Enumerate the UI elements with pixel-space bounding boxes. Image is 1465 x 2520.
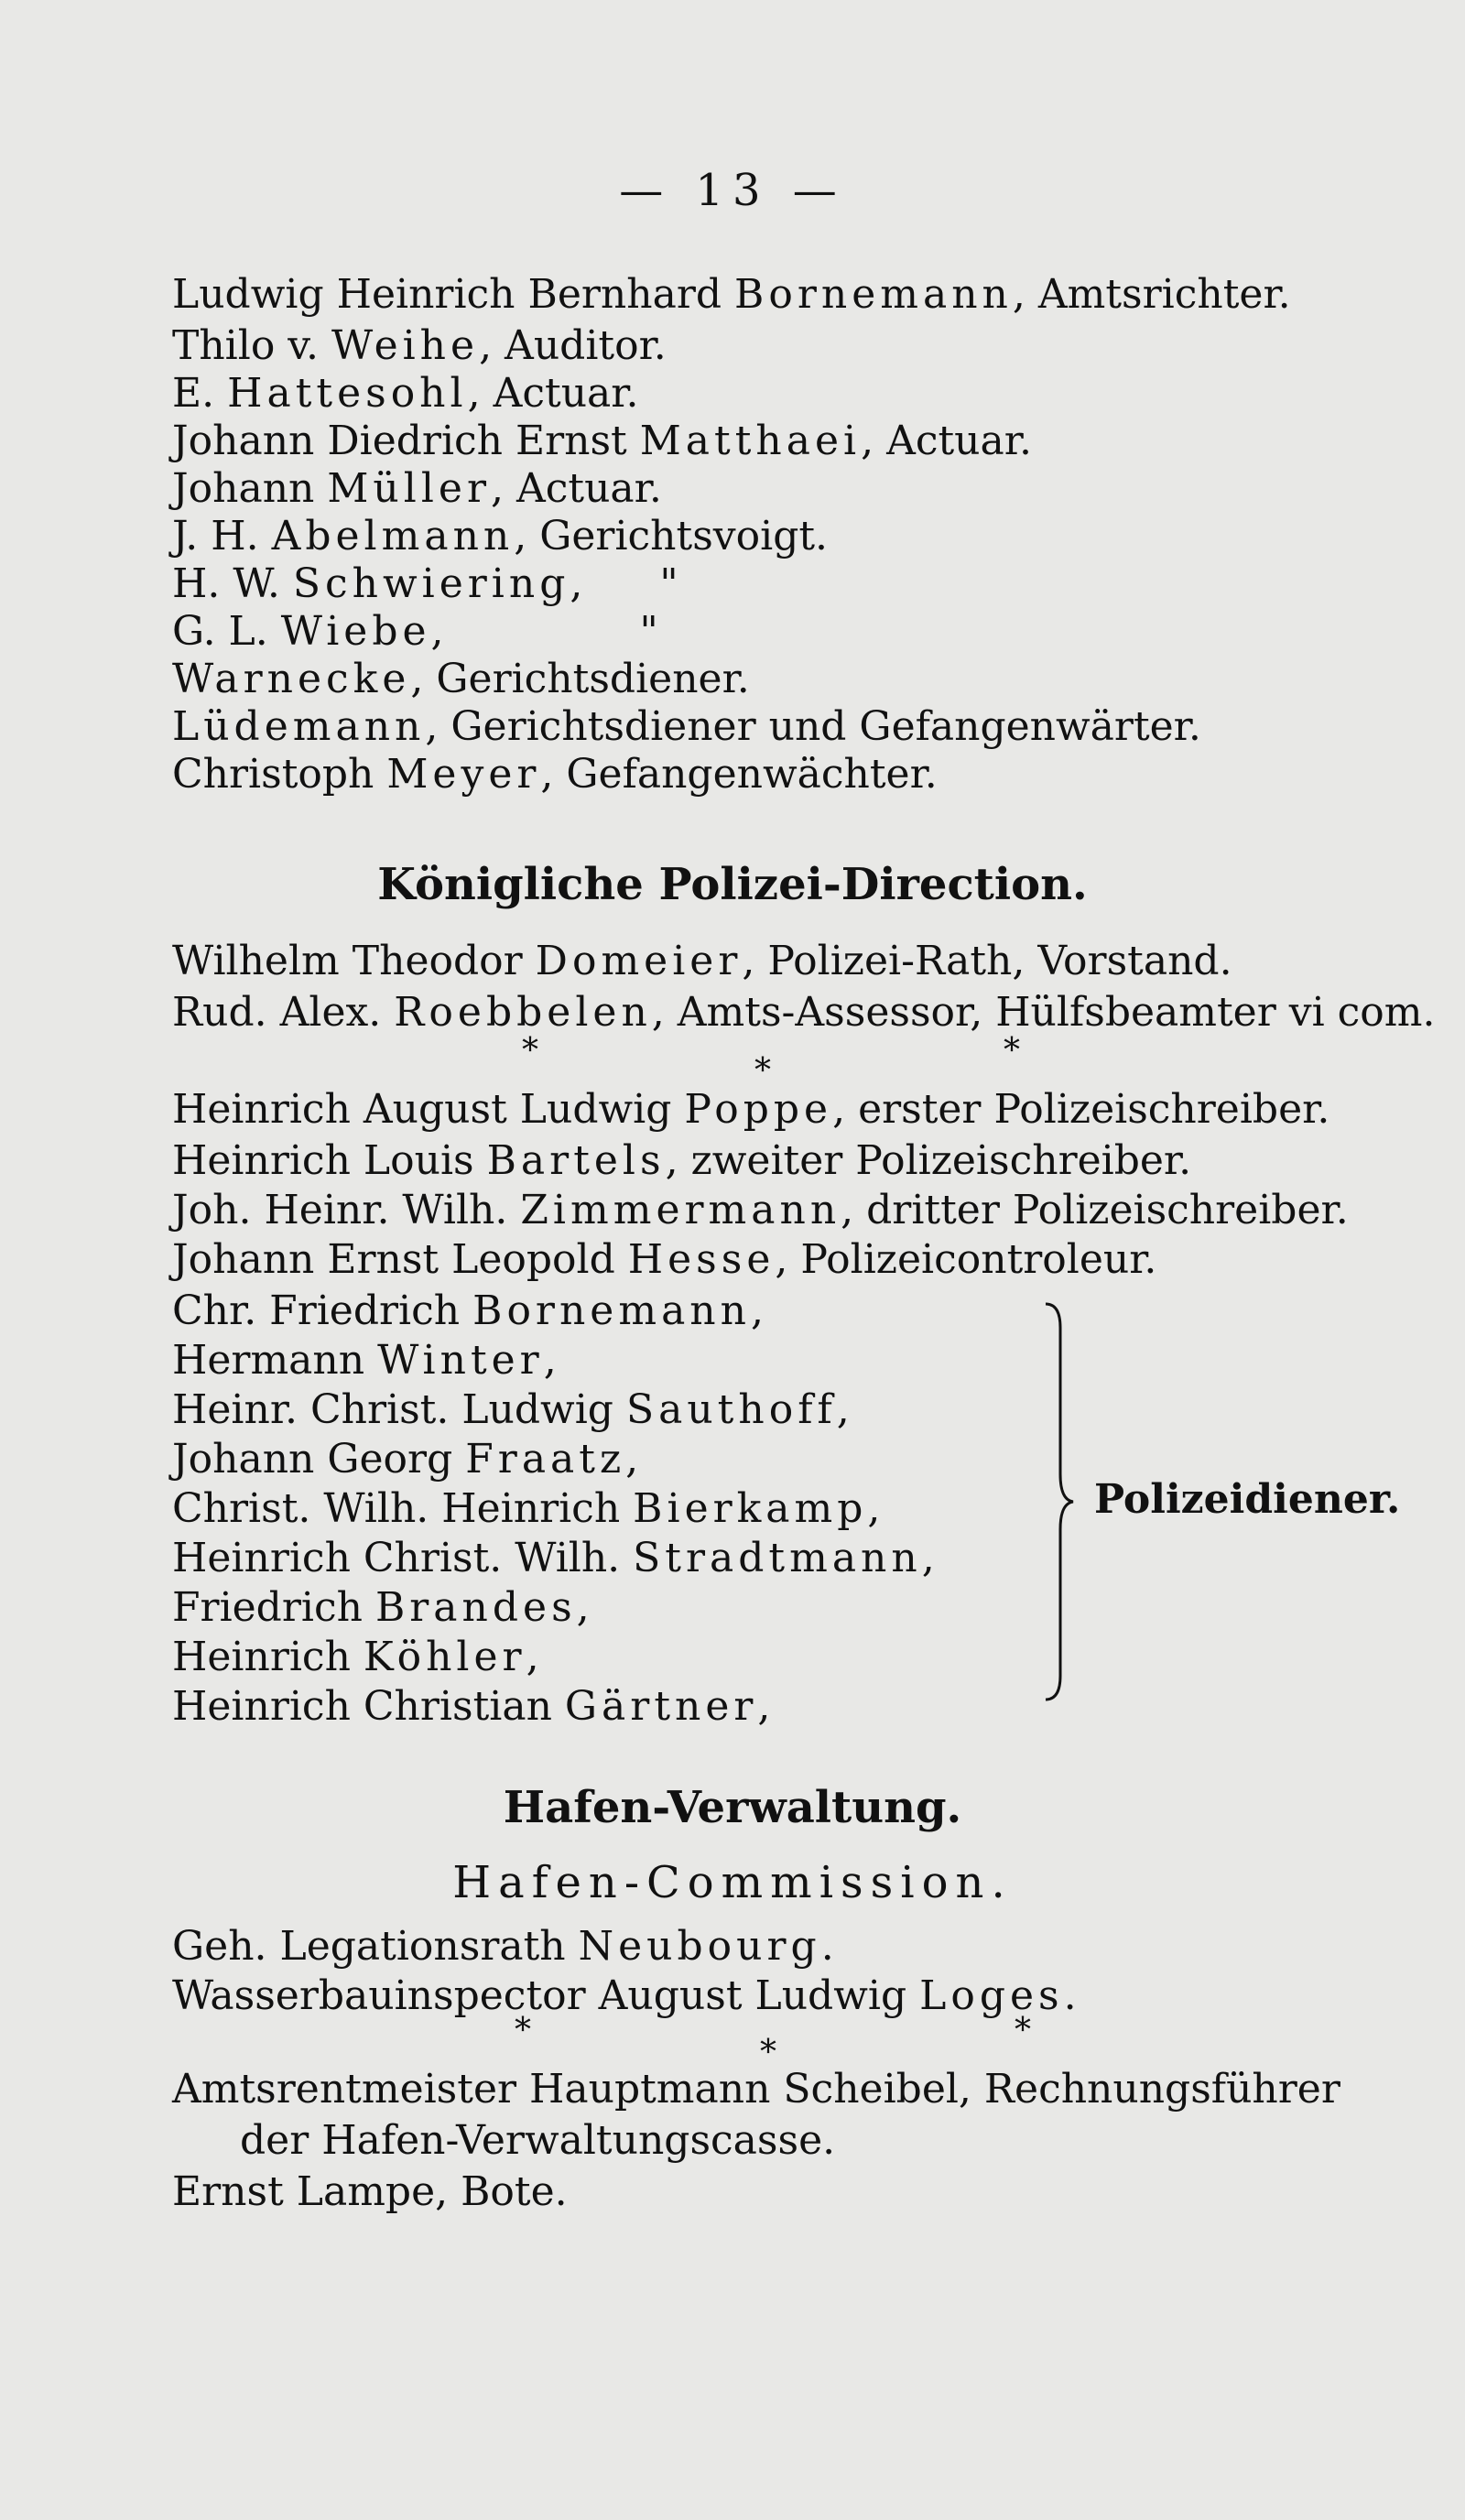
court-entry-2: Thilo v. Weihe, Auditor. — [172, 322, 667, 369]
given-name: Wasserbauinspector August Ludwig — [172, 1972, 907, 2019]
role: zweiter Polizeischreiber. — [690, 1137, 1192, 1184]
given-name: Chr. Friedrich — [172, 1287, 461, 1334]
surname: Stradtmann — [633, 1535, 922, 1581]
given-name: Heinrich August Ludwig — [172, 1086, 672, 1133]
given-name: Heinr. Christ. Ludwig — [172, 1386, 613, 1433]
role: Gerichtsdiener. — [436, 656, 750, 702]
asterisk: * — [1015, 2012, 1031, 2049]
role: Actuar. — [515, 465, 662, 512]
police-servants-label: Polizeidiener. — [1094, 1476, 1401, 1523]
surname: Winter — [377, 1337, 544, 1384]
police-servant-2: Hermann Winter, — [172, 1337, 557, 1384]
given-name: Rud. Alex. — [172, 989, 382, 1036]
court-entry-7: H. W. Schwiering, " — [172, 559, 678, 610]
section-heading-police: Königliche Polizei-Direction. — [377, 859, 1088, 910]
curly-brace — [1042, 1300, 1079, 1703]
surname: Roebbelen — [394, 989, 652, 1036]
surname: Brandes — [374, 1584, 577, 1631]
role: Polizeicontroleur. — [800, 1236, 1157, 1283]
surname: Warnecke — [172, 656, 411, 702]
given-name: Johann — [172, 465, 315, 512]
given-name: Johann Georg — [172, 1436, 453, 1483]
given-name: Heinrich Christian — [172, 1683, 552, 1730]
court-entry-11: Christoph Meyer, Gefangenwächter. — [172, 751, 938, 798]
given-name: Hermann — [172, 1337, 365, 1384]
given-name: G. L. — [172, 608, 268, 655]
role: Gerichtsdiener und Gefangenwärter. — [450, 703, 1201, 750]
court-entry-5: Johann Müller, Actuar. — [172, 465, 662, 512]
given-name: Johann Diedrich Ernst — [172, 418, 627, 464]
surname: Sauthoff — [625, 1386, 837, 1433]
surname: Schwiering — [292, 560, 570, 607]
police-servant-4: Johann Georg Fraatz, — [172, 1436, 639, 1483]
role: Amtsrichter. — [1037, 271, 1291, 318]
police-clerk-2: Heinrich Louis Bartels, zweiter Polizeischreiber. — [172, 1137, 1192, 1184]
asterisk: * — [515, 2012, 531, 2049]
given-name: Thilo v. — [172, 322, 319, 369]
asterisk: * — [754, 1052, 771, 1090]
role: Actuar. — [886, 418, 1032, 464]
role: Polizei-Rath, Vorstand. — [767, 938, 1232, 984]
asterisk: * — [760, 2034, 776, 2071]
role: Auditor. — [505, 322, 667, 369]
police-servant-5: Christ. Wilh. Heinrich Bierkamp, — [172, 1485, 881, 1532]
harbour-staff-line-2: der Hafen-Verwaltungscasse. — [240, 2117, 836, 2164]
given-name: Heinrich Louis — [172, 1137, 474, 1184]
given-name: Christ. Wilh. Heinrich — [172, 1485, 621, 1532]
surname: Neubourg — [578, 1923, 821, 1970]
police-servant-7: Friedrich Brandes, — [172, 1584, 590, 1631]
section-heading-harbour: Hafen-Verwaltung. — [503, 1782, 962, 1833]
court-entry-6: J. H. Abelmann, Gerichtsvoigt. — [172, 513, 829, 559]
court-entry-10: Lüdemann, Gerichtsdiener und Gefangenwärter. — [172, 703, 1201, 750]
surname: Hattesohl — [227, 370, 468, 417]
surname: Fraatz — [465, 1436, 626, 1483]
given-name: Johann Ernst Leopold — [172, 1236, 615, 1283]
police-clerk-1: Heinrich August Ludwig Poppe, erster Polizeischreiber. — [172, 1086, 1330, 1133]
surname: Matthaei — [639, 418, 862, 464]
given-name: Joh. Heinr. Wilh. — [172, 1187, 508, 1233]
police-servant-8: Heinrich Köhler, — [172, 1634, 539, 1680]
given-name: E. — [172, 370, 215, 417]
ditto-mark: " — [639, 608, 658, 655]
surname: Köhler — [363, 1634, 526, 1680]
surname: Bornemann — [734, 271, 1013, 318]
police-clerk-3: Joh. Heinr. Wilh. Zimmermann, dritter Polizeischreiber. — [172, 1187, 1349, 1233]
given-name: J. H. — [172, 513, 259, 559]
given-name: Friedrich — [172, 1584, 363, 1631]
given-name: Heinrich — [172, 1634, 351, 1680]
surname: Zimmermann — [520, 1187, 841, 1233]
surname: Bierkamp — [633, 1485, 868, 1532]
given-name: Geh. Legationsrath — [172, 1923, 566, 1970]
given-name: H. W. — [172, 560, 280, 607]
role: dritter Polizeischreiber. — [866, 1187, 1349, 1233]
given-name: Christoph — [172, 751, 374, 798]
given-name: Ludwig Heinrich Bernhard — [172, 271, 722, 318]
role: erster Polizeischreiber. — [858, 1086, 1330, 1133]
given-name: Wilhelm Theodor — [172, 938, 523, 984]
surname: Meyer — [386, 751, 541, 798]
role: Amts-Assessor, Hülfsbeamter vi com. — [677, 989, 1436, 1036]
police-leader-1: Wilhelm Theodor Domeier, Polizei-Rath, Vorstand. — [172, 938, 1232, 984]
police-servant-3: Heinr. Christ. Ludwig Sauthoff, — [172, 1386, 850, 1433]
surname: Poppe — [684, 1086, 833, 1133]
commission-entry-2: Wasserbauinspector August Ludwig Loges. — [172, 1972, 1077, 2019]
court-entry-3: E. Hattesohl, Actuar. — [172, 370, 639, 417]
page-number: — 13 — — [619, 165, 846, 216]
court-entry-9: Warnecke, Gerichtsdiener. — [172, 656, 750, 702]
police-servant-1: Chr. Friedrich Bornemann, — [172, 1287, 764, 1334]
role: Gerichtsvoigt. — [539, 513, 829, 559]
given-name: Heinrich Christ. Wilh. — [172, 1535, 621, 1581]
harbour-staff-line-1: Amtsrentmeister Hauptmann Scheibel, Rechnungsführer — [172, 2066, 1340, 2113]
surname: Gärtner — [564, 1683, 758, 1730]
court-entry-4: Johann Diedrich Ernst Matthaei, Actuar. — [172, 418, 1032, 464]
police-leader-2: Rud. Alex. Roebbelen, Amts-Assessor, Hülfsbeamter vi com. — [172, 989, 1436, 1036]
surname: Müller — [327, 465, 491, 512]
surname: Weihe — [331, 322, 480, 369]
ditto-mark: " — [659, 560, 678, 607]
surname: Abelmann — [271, 513, 515, 559]
surname: Lüdemann — [172, 703, 426, 750]
asterisk: * — [1004, 1032, 1020, 1070]
court-entry-8: G. L. Wiebe, " — [172, 606, 658, 657]
surname: Wiebe — [280, 608, 431, 655]
surname: Domeier — [535, 938, 743, 984]
subsection-heading-harbour-commission: Hafen-Commission. — [452, 1857, 1013, 1908]
court-entry-1: Ludwig Heinrich Bernhard Bornemann, Amtsrichter. — [172, 271, 1291, 318]
surname: Bornemann — [472, 1287, 751, 1334]
police-servant-9: Heinrich Christian Gärtner, — [172, 1683, 771, 1730]
asterisk: * — [522, 1032, 538, 1070]
role: Actuar. — [493, 370, 639, 417]
surname: Hesse — [627, 1236, 776, 1283]
role: Gefangenwächter. — [566, 751, 938, 798]
surname: Bartels — [486, 1137, 666, 1184]
police-servant-6: Heinrich Christ. Wilh. Stradtmann, — [172, 1535, 935, 1581]
commission-entry-1: Geh. Legationsrath Neubourg. — [172, 1923, 834, 1970]
harbour-staff-line-3: Ernst Lampe, Bote. — [172, 2168, 568, 2215]
police-clerk-4: Johann Ernst Leopold Hesse, Polizeicontroleur. — [172, 1236, 1157, 1283]
surname: Loges — [919, 1972, 1064, 2019]
